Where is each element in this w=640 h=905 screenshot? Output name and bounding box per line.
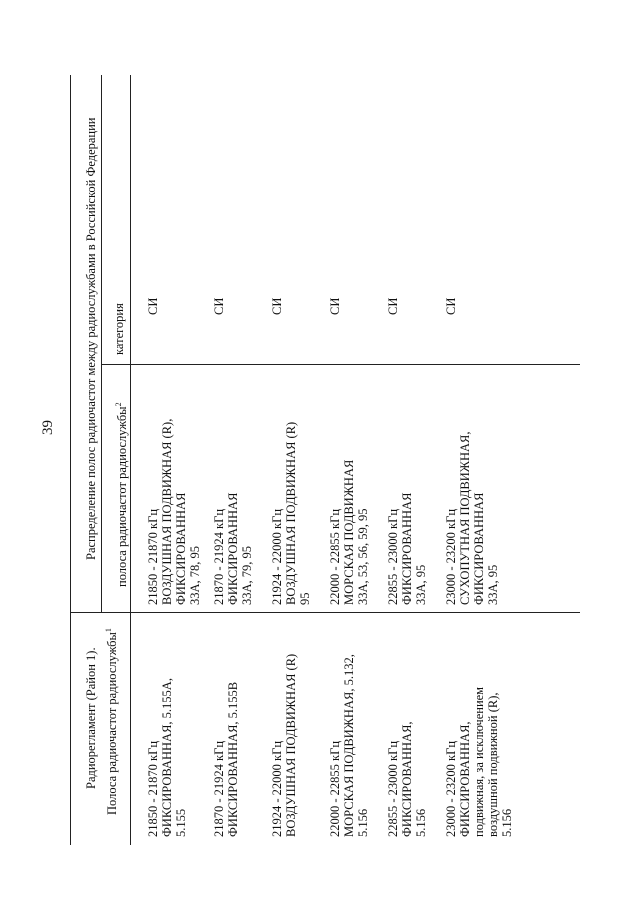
row-4-left-cell: 22000 - 22855 кГц МОРСКАЯ ПОДВИЖНАЯ, 5.132, 5.156 bbox=[328, 654, 370, 837]
header-col-category: категория bbox=[112, 303, 126, 355]
row-6-right-cell: 23000 - 23200 кГц СУХОПУТНАЯ ПОДВИЖНАЯ, ФИКСИРОВАННАЯ 33А, 95 bbox=[444, 431, 500, 605]
row-5-right-cell: 22855 - 23000 кГц ФИКСИРОВАННАЯ 33А, 95 bbox=[386, 492, 428, 605]
page-number: 39 bbox=[40, 420, 56, 435]
row-4-category: СИ bbox=[328, 297, 342, 315]
header-right-title: Распределение полос радиочастот между радиослужбами в Российской Федерации bbox=[84, 117, 98, 560]
row-1-right-cell: 21850 - 21870 кГц ВОЗДУШНАЯ ПОДВИЖНАЯ (R), ФИКСИРОВАННАЯ 33А, 78, 95 bbox=[146, 418, 202, 605]
header-bottom-border bbox=[130, 75, 131, 845]
header-col-band: полоса радиочастот радиослужбы$^2$ bbox=[114, 402, 130, 587]
header-left-line1: Радиорегламент (Район 1). bbox=[84, 647, 98, 789]
row-6-category: СИ bbox=[444, 297, 458, 315]
row-1-left-cell: 21850 - 21870 кГц ФИКСИРОВАННАЯ, 5.155А, 5.155 bbox=[146, 678, 188, 837]
subcolumn-divider bbox=[101, 364, 580, 365]
row-3-left-cell: 21924 - 22000 кГц ВОЗДУШНАЯ ПОДВИЖНАЯ (R) bbox=[270, 653, 298, 837]
header-left-line2: Полоса радиочастот радиослужбы$^1$ bbox=[104, 628, 120, 815]
row-2-left-cell: 21870 - 21924 кГц ФИКСИРОВАННАЯ, 5.155В bbox=[212, 681, 240, 837]
row-2-category: СИ bbox=[212, 297, 226, 315]
frequency-allocation-table bbox=[70, 75, 580, 845]
row-4-right-cell: 22000 - 22855 кГц МОРСКАЯ ПОДВИЖНАЯ 33А, 53, 56, 59, 95 bbox=[328, 459, 370, 605]
table-top-border bbox=[70, 75, 71, 845]
column-divider bbox=[70, 612, 580, 613]
row-5-left-cell: 22855 - 23000 кГц ФИКСИРОВАННАЯ, 5.156 bbox=[386, 721, 428, 837]
row-3-right-cell: 21924 - 22000 кГц ВОЗДУШНАЯ ПОДВИЖНАЯ (R) 95 bbox=[270, 421, 312, 605]
row-1-category: СИ bbox=[146, 297, 160, 315]
row-6-left-cell: 23000 - 23200 кГц ФИКСИРОВАННАЯ, подвижная, за исключением воздушной подвижной (R), 5.156 bbox=[444, 686, 514, 837]
row-5-category: СИ bbox=[386, 297, 400, 315]
row-2-right-cell: 21870 - 21924 кГц ФИКСИРОВАННАЯ 33А, 79, 95 bbox=[212, 492, 254, 605]
subheader-border bbox=[101, 75, 102, 613]
row-3-category: СИ bbox=[270, 297, 284, 315]
